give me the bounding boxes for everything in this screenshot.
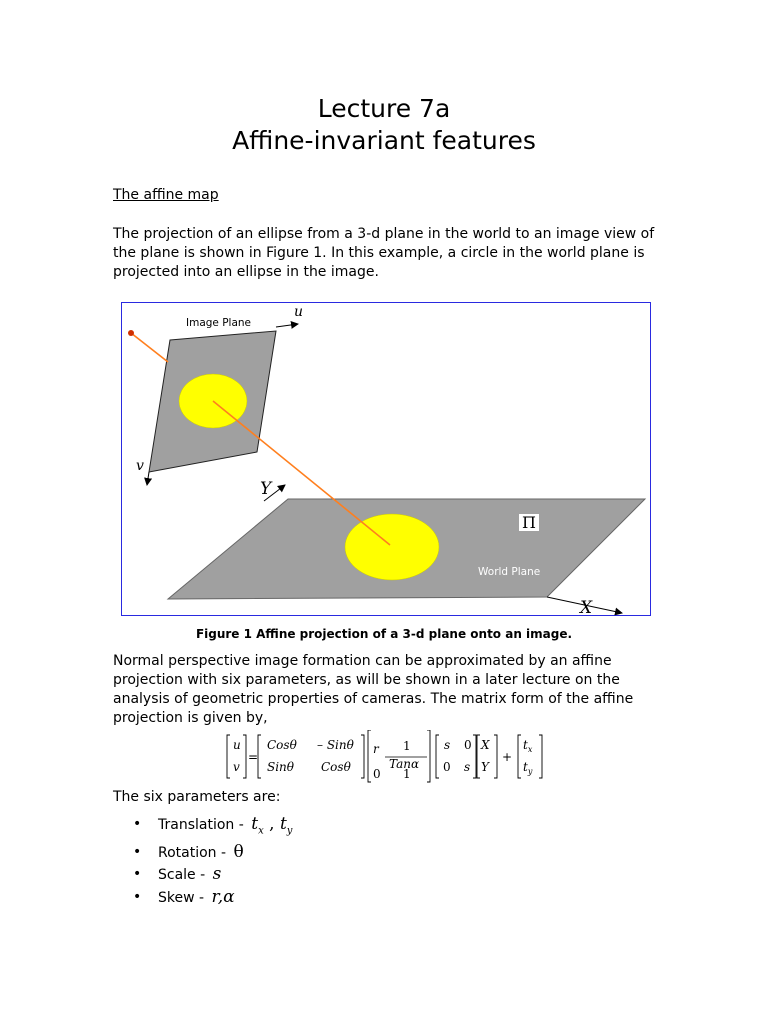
world-circle — [345, 514, 439, 580]
eq-skew-num: 1 — [403, 739, 411, 753]
figure-caption: Figure 1 Affine projection of a 3-d plane onto an image. — [195, 627, 573, 641]
eq-lhs-v: v — [233, 760, 240, 774]
v-axis-label: v — [136, 458, 144, 474]
eq-rot-r1c2: – Sinθ — [317, 738, 354, 752]
eq-rot-r2c2: Cosθ — [321, 760, 351, 774]
eq-lhs-u: u — [233, 738, 241, 752]
eq-skew-den: Tanα — [389, 757, 420, 771]
eq-rot-r2c1: Sinθ — [267, 760, 295, 774]
intro-paragraph: The projection of an ellipse from a 3-d plane in the world to an image view of the plane is shown in Figure 1. In this example, a circle in the world plane is projected into an ellipse in the image. — [113, 226, 655, 280]
param-scale-symbol: s — [212, 864, 222, 884]
eq-world-x: X — [481, 738, 490, 752]
param-rotation — [133, 840, 292, 864]
eq-plus: + — [502, 750, 513, 764]
param-scale-label: Scale - — [158, 867, 206, 883]
param-rotation-symbol: θ — [233, 842, 244, 862]
eq-world-y: Y — [481, 760, 489, 774]
world-plane-label: World Plane — [478, 566, 541, 578]
param-skew — [133, 885, 292, 909]
v-axis-arrow — [147, 472, 149, 485]
param-scale — [133, 862, 292, 886]
param-translation-label: Translation - — [158, 817, 244, 833]
y-axis-label: Y — [260, 479, 272, 499]
u-axis-arrow — [276, 324, 298, 327]
projection-ray-upper — [131, 333, 168, 362]
eq-scale-r1c1: s — [444, 738, 451, 752]
lecture-subtitle: Affine-invariant features — [232, 126, 536, 155]
eq-equals: = — [248, 750, 259, 764]
eq-rot-r1c1: Cosθ — [267, 738, 297, 752]
param-rotation-label: Rotation - — [158, 845, 227, 861]
affine-paragraph: Normal perspective image formation can be approximated by an affine projection with six parameters, as will be shown in a later lecture on the analysis of geometric properties of cameras. The matrix form of the affine projection is given by, — [113, 653, 634, 726]
eq-scale-r2c2: s — [464, 760, 471, 774]
eq-skew-r2c2: 1 — [403, 767, 411, 781]
camera-center — [128, 330, 134, 336]
eq-scale-r2c1: 0 — [443, 760, 451, 774]
param-skew-label: Skew - — [158, 890, 205, 906]
lecture-title: Lecture 7a — [317, 94, 451, 123]
eq-scale-r1c2: 0 — [464, 738, 472, 752]
image-plane-label: Image Plane — [186, 317, 252, 329]
affine-equation — [225, 730, 555, 790]
pi-label: Π — [522, 513, 536, 532]
eq-translation-x: $t_x$ — [523, 738, 533, 754]
param-translation — [133, 812, 292, 836]
eq-skew-r2c1: 0 — [373, 767, 381, 781]
parameter-list — [133, 812, 292, 909]
u-axis-label: u — [294, 304, 304, 320]
affine-projection-diagram — [122, 303, 652, 617]
x-axis-label: X — [580, 598, 593, 617]
figure-1 — [121, 302, 651, 616]
section-heading: The affine map — [113, 187, 219, 203]
param-translation-symbol: $t_x$ , $t_y$ — [251, 814, 293, 837]
params-intro: The six parameters are: — [113, 789, 281, 805]
eq-translation-y: $t_y$ — [523, 760, 533, 776]
eq-skew-r1c1: r — [373, 742, 379, 756]
param-skew-symbol: r,α — [211, 887, 235, 907]
